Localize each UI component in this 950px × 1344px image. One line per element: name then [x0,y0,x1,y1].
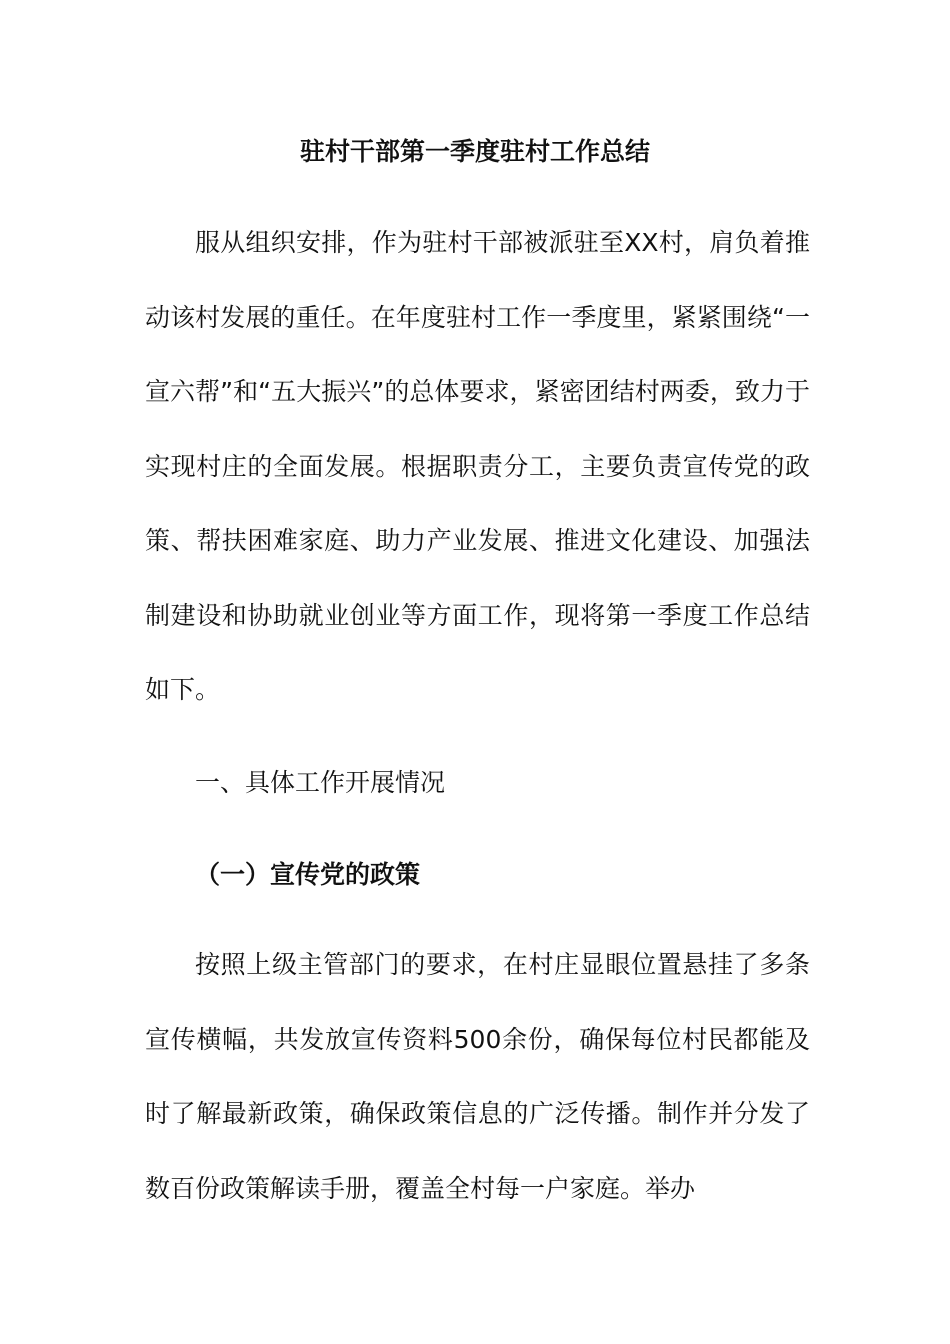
subsection-heading: （一）宣传党的政策 [195,860,421,889]
section-heading: 一、具体工作开展情况 [195,768,446,797]
intro-paragraph: 服从组织安排，作为驻村干部被派驻至XX村，肩负着推动该村发展的重任。在年度驻村工作一季度里，紧紧围绕“一宣六帮”和“五大振兴”的总体要求，紧密团结村两委，致力于实现村庄的全面发展。根据职责分工，主要负责宣传党的政策、帮扶困难家庭、助力产业发展、推进文化建设、加强法制建设和协助就业创业等方面工作，现将第一季度工作总结如下。 [145,228,810,704]
subsection-paragraph: 按照上级主管部门的要求，在村庄显眼位置悬挂了多条宣传横幅，共发放宣传资料500余份，确保每位村民都能及时了解最新政策，确保政策信息的广泛传播。制作并分发了数百份政策解读手册，覆盖全村每一户家庭。举办 [145,950,810,1203]
document-title: 驻村干部第一季度驻村工作总结 [299,137,650,166]
